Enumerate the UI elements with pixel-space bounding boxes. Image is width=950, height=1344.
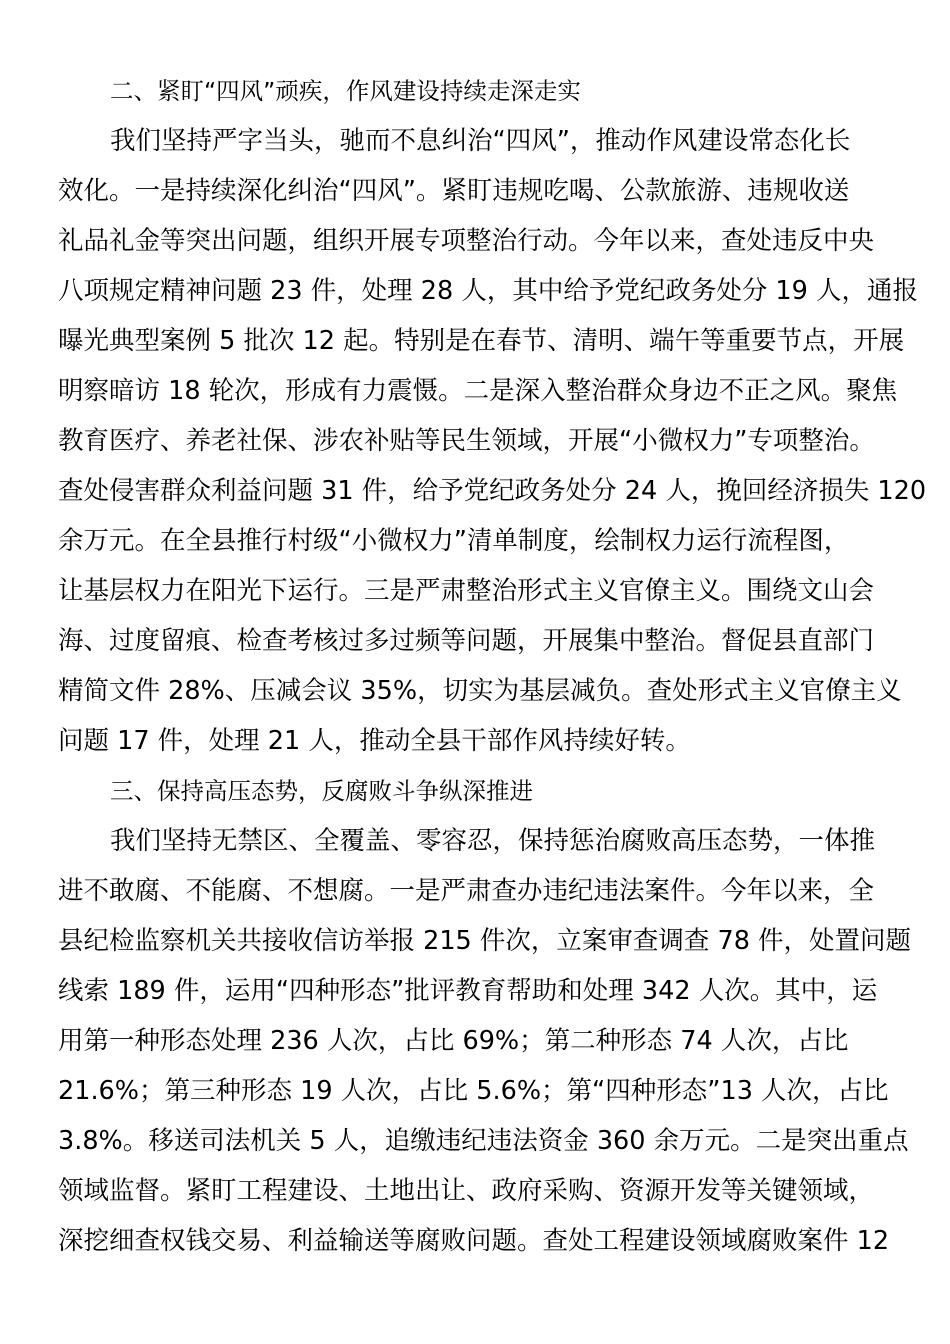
paragraph-line: 效化。一是持续深化纠治“四风”。紧盯违规吃喝、公款旅游、违规收送	[58, 176, 850, 206]
paragraph-line: 21.6%；第三种形态 19 人次，占比 5.6%；第“四种形态”13 人次，占比	[58, 1076, 889, 1106]
section-two	[58, 66, 927, 766]
paragraph-line: 余万元。在全县推行村级“小微权力”清单制度，绘制权力运行流程图，	[58, 526, 850, 556]
paragraph-line: 进不敢腐、不能腐、不想腐。一是严肃查办违纪违法案件。今年以来，全	[58, 876, 875, 906]
paragraph-line: 领域监督。紧盯工程建设、土地出让、政府采购、资源开发等关键领域，	[58, 1176, 875, 1206]
paragraph-line: 精简文件 28%、压减会议 35%，切实为基层减负。查处形式主义官僚主义	[58, 676, 902, 706]
paragraph-line: 我们坚持无禁区、全覆盖、零容忍，保持惩治腐败高压态势，一体推	[110, 826, 876, 856]
paragraph-line: 我们坚持严字当头，驰而不息纠治“四风”，推动作风建设常态化长	[110, 126, 851, 156]
section-three	[58, 766, 912, 1266]
paragraph-line: 教育医疗、养老社保、涉农补贴等民生领域，开展“小微权力”专项整治。	[58, 426, 875, 456]
paragraph-line: 海、过度留痕、检查考核过多过频等问题，开展集中整治。督促县直部门	[58, 626, 875, 656]
paragraph-line: 曝光典型案例 5 批次 12 起。特别是在春节、清明、端午等重要节点，开展	[58, 326, 905, 356]
paragraph-line: 3.8%。移送司法机关 5 人，追缴违纪违法资金 360 余万元。二是突出重点	[58, 1126, 909, 1156]
section-paragraph	[58, 116, 927, 766]
section-heading: 三、保持高压态势，反腐败斗争纵深推进	[110, 777, 533, 805]
paragraph-line: 县纪检监察机关共接收信访举报 215 件次，立案审查调查 78 件，处置问题	[58, 926, 912, 956]
paragraph-line: 线索 189 件，运用“四种形态”批评教育帮助和处理 342 人次。其中，运	[58, 976, 878, 1006]
paragraph-line: 让基层权力在阳光下运行。三是严肃整治形式主义官僚主义。围绕文山会	[58, 576, 875, 606]
paragraph-line: 明察暗访 18 轮次，形成有力震慑。二是深入整治群众身边不正之风。聚焦	[58, 376, 898, 406]
paragraph-line: 深挖细查权钱交易、利益输送等腐败问题。查处工程建设领域腐败案件 12	[58, 1226, 890, 1256]
document-page	[58, 66, 927, 1266]
paragraph-line: 八项规定精神问题 23 件，处理 28 人，其中给予党纪政务处分 19 人，通报	[58, 276, 918, 306]
paragraph-line: 礼品礼金等突出问题，组织开展专项整治行动。今年以来，查处违反中央	[58, 226, 875, 256]
paragraph-line: 用第一种形态处理 236 人次，占比 69%；第二种形态 74 人次，占比	[58, 1026, 849, 1056]
paragraph-line: 查处侵害群众利益问题 31 件，给予党纪政务处分 24 人，挽回经济损失 120	[58, 476, 927, 506]
section-heading: 二、紧盯“四风”顽疾，作风建设持续走深走实	[110, 77, 581, 105]
section-paragraph	[58, 816, 912, 1266]
paragraph-line: 问题 17 件，处理 21 人，推动全县干部作风持续好转。	[58, 726, 691, 756]
